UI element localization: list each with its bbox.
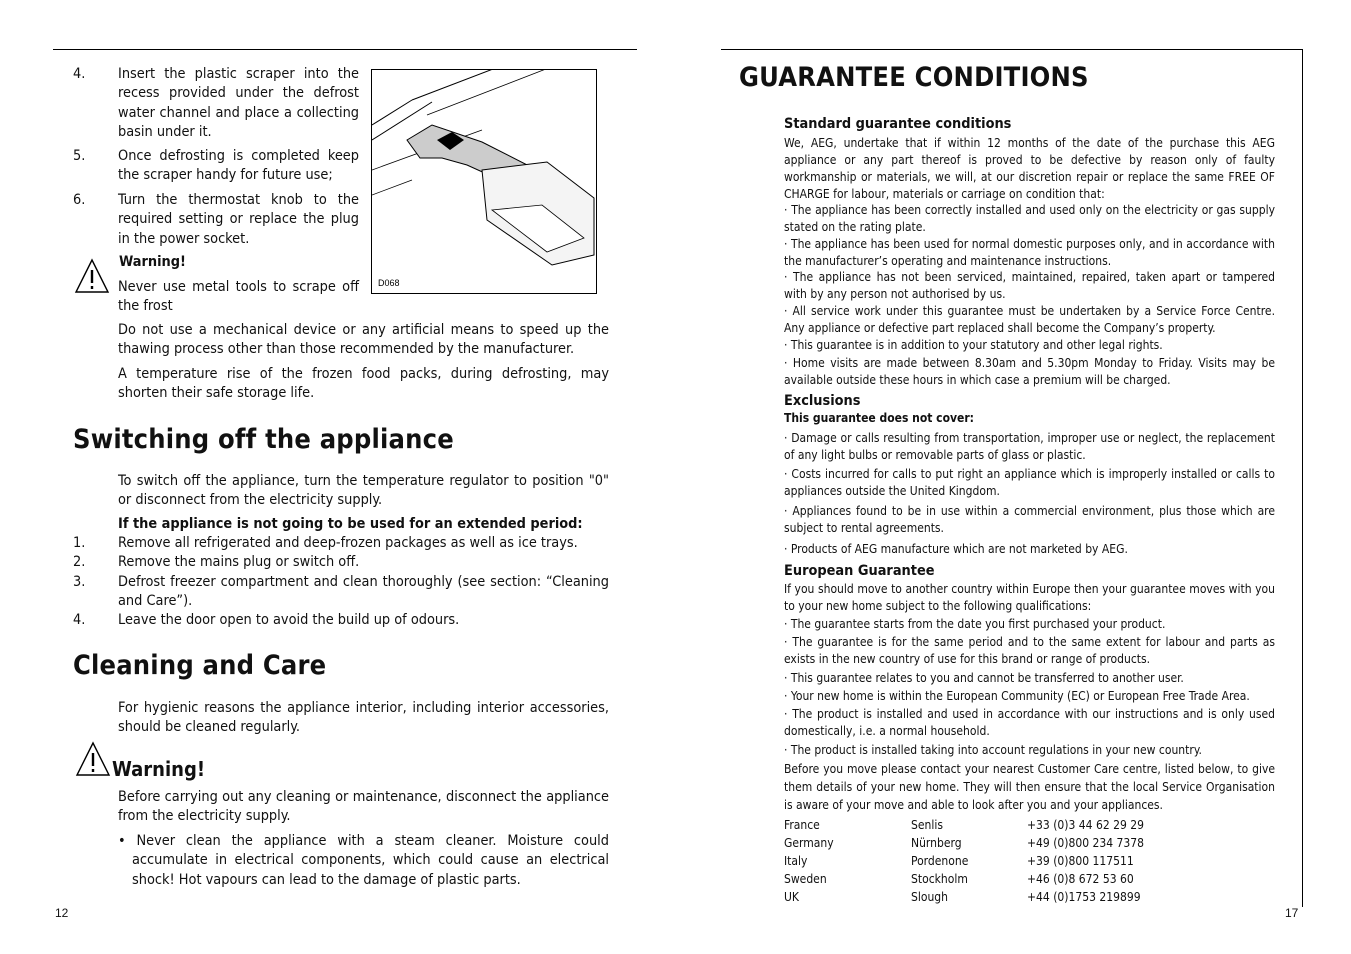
step-text: Insert the plastic scraper into the recess provided under the defrost water channel and place a collecting basin under it. bbox=[118, 66, 359, 141]
contact-phone: +39 (0)800 117511 bbox=[1027, 854, 1134, 868]
european-heading: European Guarantee bbox=[784, 563, 935, 579]
left-top-rule bbox=[53, 49, 637, 50]
switching-text: To switch off the appliance, turn the temperature regulator to position "0" or disconnect from the electricity supply. bbox=[118, 473, 609, 509]
standard-heading: Standard guarantee conditions bbox=[784, 116, 1012, 132]
contact-city: Pordenone bbox=[911, 854, 969, 868]
figure-label: D068 bbox=[378, 278, 400, 288]
european-item: · The guarantee is for the same period and to the same extent for labour and parts as exists in the new country of use for this brand or range of products. bbox=[784, 635, 1275, 666]
exclusions-subheading: This guarantee does not cover: bbox=[784, 411, 974, 425]
contact-phone: +46 (0)8 672 53 60 bbox=[1027, 872, 1134, 886]
right-top-rule bbox=[721, 49, 1303, 50]
contact-phone: +44 (0)1753 219899 bbox=[1027, 890, 1141, 904]
european-intro: If you should move to another country within Europe then your guarantee moves with you to your new home subject to the following qualifications: bbox=[784, 582, 1275, 613]
step-text: Turn the thermostat knob to the required setting or replace the plug in the power socket. bbox=[118, 192, 359, 247]
right-border bbox=[1302, 49, 1303, 907]
exclusion-item: · Appliances found to be in use within a commercial environment, plus those which are subject to rental agreements. bbox=[784, 504, 1275, 535]
page-number-right: 17 bbox=[1285, 906, 1299, 920]
european-item: · Your new home is within the European Community (EC) or European Free Trade Area. bbox=[784, 689, 1250, 703]
step-number: 4. bbox=[73, 66, 86, 82]
before-move-text: Before you move please contact your nearest Customer Care centre, listed below, to give them details of your new home. They will then ensure that the local Service Organisation is aware of your move and able to look after you and your appliances. bbox=[784, 762, 1275, 812]
warning-title: Warning! bbox=[112, 757, 206, 781]
standard-item: · The appliance has been used for normal domestic purposes only, and in accordance with the manufacturer’s operating and maintenance instructions. bbox=[784, 237, 1275, 268]
page-title: GUARANTEE CONDITIONS bbox=[739, 62, 1089, 93]
step-text: Remove the mains plug or switch off. bbox=[118, 554, 360, 570]
paragraph-mechanical: Do not use a mechanical device or any artificial means to speed up the thawing process other than those recommended by the manufacturer. bbox=[118, 322, 609, 358]
contact-city: Stockholm bbox=[911, 872, 968, 886]
step-number: 5. bbox=[73, 148, 86, 164]
cleaning-text: For hygienic reasons the appliance interior, including interior accessories, should be cleaned regularly. bbox=[118, 700, 609, 736]
contact-city: Slough bbox=[911, 890, 949, 904]
european-item: · The guarantee starts from the date you first purchased your product. bbox=[784, 617, 1166, 631]
european-item: · This guarantee relates to you and cannot be transferred to another user. bbox=[784, 671, 1184, 685]
warning-title: Warning! bbox=[119, 254, 186, 270]
page-number-left: 12 bbox=[55, 906, 69, 920]
standard-item: · Home visits are made between 8.30am and 5.30pm Monday to Friday. Visits may be available outside these hours in which case a premium will be charged. bbox=[784, 356, 1275, 387]
section-title-switching: Switching off the appliance bbox=[73, 424, 454, 455]
bullet-steam-cleaner: • Never clean the appliance with a steam cleaner. Moisture could accumulate in electrical components, which could cause an electrical shock! Hot vapours can lead to the damage of plastic parts. bbox=[118, 833, 609, 888]
contact-country: Italy bbox=[784, 854, 808, 868]
exclusion-item: · Costs incurred for calls to put right an appliance which is improperly installed or calls to appliances outside the United Kingdom. bbox=[784, 467, 1275, 498]
standard-item: · The appliance has not been serviced, maintained, repaired, taken apart or tampered with by any person not authorised by us. bbox=[784, 270, 1275, 301]
warning-text: Before carrying out any cleaning or maintenance, disconnect the appliance from the electricity supply. bbox=[118, 789, 609, 825]
step-text: Remove all refrigerated and deep-frozen packages as well as ice trays. bbox=[118, 535, 578, 551]
contact-country: France bbox=[784, 818, 820, 832]
step-number: 4. bbox=[73, 612, 86, 628]
european-item: · The product is installed and used in accordance with our instructions and is only used domestically, i.e. a normal household. bbox=[784, 707, 1275, 738]
extended-heading: If the appliance is not going to be used for an extended period: bbox=[118, 516, 583, 532]
step-number: 6. bbox=[73, 192, 86, 208]
contact-country: Sweden bbox=[784, 872, 827, 886]
paragraph-temperature: A temperature rise of the frozen food packs, during defrosting, may shorten their safe storage life. bbox=[118, 366, 609, 402]
exclusions-heading: Exclusions bbox=[784, 393, 861, 409]
exclusion-item: · Damage or calls resulting from transportation, improper use or neglect, the replacement of any light bulbs or removable parts of glass or plastic. bbox=[784, 431, 1275, 462]
warning-text: Never use metal tools to scrape off the frost bbox=[118, 279, 359, 315]
contact-phone: +49 (0)800 234 7378 bbox=[1027, 836, 1145, 850]
step-text: Defrost freezer compartment and clean thoroughly (see section: “Cleaning and Care”). bbox=[118, 574, 609, 610]
standard-item: · The appliance has been correctly installed and used only on the electricity or gas supply stated on the rating plate. bbox=[784, 203, 1275, 234]
contact-country: Germany bbox=[784, 836, 834, 850]
standard-item: · This guarantee is in addition to your statutory and other legal rights. bbox=[784, 338, 1163, 352]
section-title-cleaning: Cleaning and Care bbox=[73, 650, 327, 681]
contact-phone: +33 (0)3 44 62 29 29 bbox=[1027, 818, 1145, 832]
contact-city: Nürnberg bbox=[911, 836, 962, 850]
step-text: Leave the door open to avoid the build up of odours. bbox=[118, 612, 460, 628]
step-number: 3. bbox=[73, 574, 86, 590]
scraper-illustration bbox=[371, 69, 597, 294]
standard-item: · All service work under this guarantee must be undertaken by a Service Force Centre. Any appliance or defective part replaced shall become the Company’s property. bbox=[784, 304, 1275, 335]
standard-intro: We, AEG, undertake that if within 12 months of the date of the purchase this AEG appliance or any part thereof is proved to be defective by reason only of faulty workmanship or materials, we will, at our discretion repair or replace the same FREE OF CHARGE for labour, materials or carriage on condition that: bbox=[784, 136, 1275, 201]
warning-triangle-icon bbox=[75, 741, 111, 781]
step-number: 1. bbox=[73, 535, 86, 551]
european-item: · The product is installed taking into account regulations in your new country. bbox=[784, 743, 1202, 757]
step-text: Once defrosting is completed keep the scraper handy for future use; bbox=[118, 148, 359, 184]
exclusion-item: · Products of AEG manufacture which are not marketed by AEG. bbox=[784, 542, 1128, 556]
step-number: 2. bbox=[73, 554, 86, 570]
contact-country: UK bbox=[784, 890, 799, 904]
contact-city: Senlis bbox=[911, 818, 943, 832]
warning-triangle-icon bbox=[74, 258, 110, 298]
